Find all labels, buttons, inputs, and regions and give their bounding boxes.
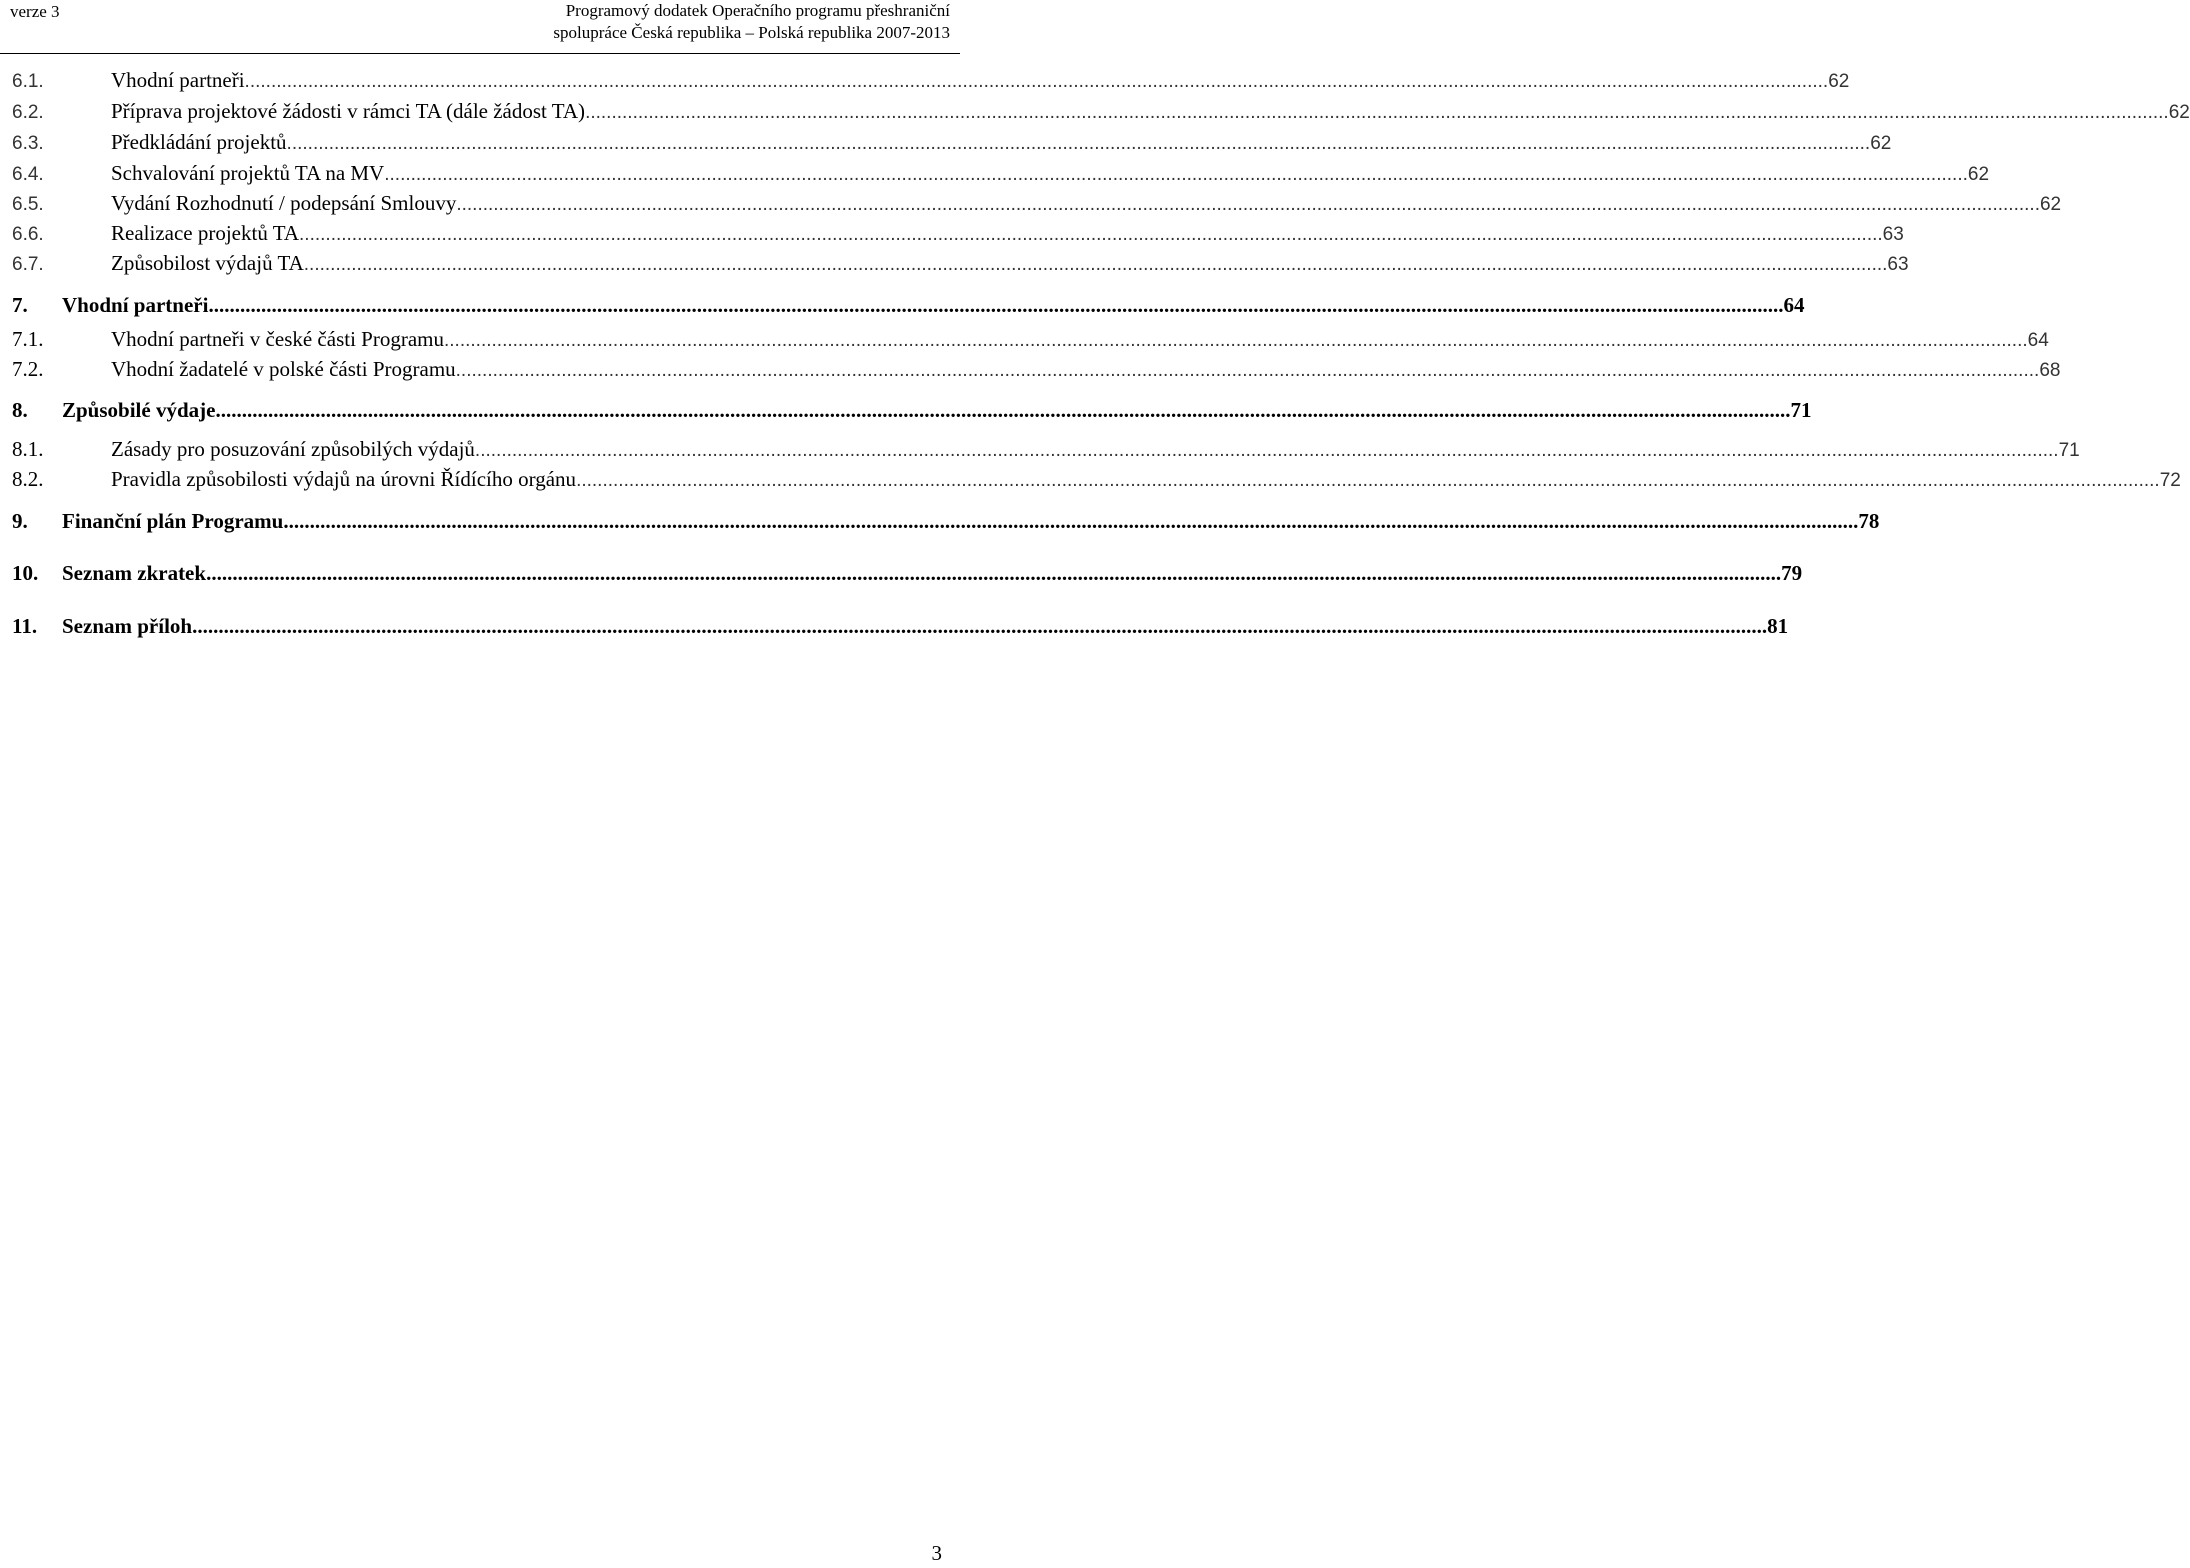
- toc-chapter-title: Vhodní partneři: [62, 293, 209, 317]
- page-header: [0, 0, 960, 54]
- toc-entry-number: 8.1.: [12, 437, 44, 461]
- toc-chapter-title: Způsobilé výdaje: [62, 398, 216, 422]
- toc-entry-title: Předkládání projektů: [111, 130, 287, 154]
- toc-entry-title: Příprava projektové žádosti v rámci TA (dále žádost TA): [111, 99, 586, 123]
- toc-entry-number: 6.5.: [12, 194, 44, 215]
- toc-entry-page: 71: [2058, 440, 2080, 461]
- toc-chapter-number: 7.: [12, 293, 28, 317]
- toc-entry-body: [111, 357, 2061, 382]
- toc-chapter[interactable]: [0, 556, 1803, 586]
- toc-entry-page: 63: [1882, 224, 1904, 245]
- toc-entry-number: 6.3.: [12, 133, 44, 154]
- toc-entry-number: 6.7.: [12, 254, 44, 275]
- toc-dot-leader: ............................................................................................................................................................................................................................................................................................................: [303, 254, 1888, 275]
- toc-dot-leader: ............................................................................................................................................................................................................................................................................................................: [576, 470, 2160, 491]
- toc-chapter[interactable]: [0, 288, 1805, 318]
- toc-entry-title: Vydání Rozhodnutí / podepsání Smlouvy: [111, 191, 457, 215]
- toc-entry-page: 62: [2039, 194, 2062, 215]
- toc-entry-body: [111, 251, 1909, 276]
- toc-entry[interactable]: [0, 352, 2061, 382]
- toc-chapter[interactable]: [0, 393, 1812, 423]
- toc-entry[interactable]: [0, 246, 1909, 276]
- toc-dot-leader: ............................................................................................................................................................................................................................................................................................................: [585, 102, 2169, 123]
- toc-entry-body: [111, 68, 1850, 93]
- toc-chapter[interactable]: [0, 504, 1880, 534]
- toc-chapter-page: 78: [1858, 509, 1880, 533]
- toc-entry-page: 62: [1967, 164, 1990, 185]
- toc-dot-leader: ............................................................................................................................................................................................................................................................................................................: [283, 509, 1859, 533]
- toc-dot-leader: ............................................................................................................................................................................................................................................................................................................: [244, 71, 1829, 92]
- toc-entry-page: 62: [1870, 133, 1892, 154]
- toc-entry-title: Vhodní žadatelé v polské části Programu: [111, 357, 456, 381]
- toc-entry-title: Schvalování projektů TA na MV: [111, 161, 385, 185]
- toc-entry-body: [111, 327, 2049, 352]
- document-title-line-1: Programový dodatek Operačního programu přeshraniční: [565, 1, 950, 20]
- toc-chapter-title: Seznam zkratek: [62, 561, 207, 585]
- toc-chapter-number: 11.: [12, 614, 38, 638]
- toc-entry[interactable]: [0, 186, 2062, 216]
- toc-chapter-page: 64: [1783, 293, 1805, 317]
- toc-entry-number: 7.1.: [12, 327, 44, 351]
- toc-chapter-number: 8.: [12, 398, 28, 422]
- toc-entry[interactable]: [0, 322, 2049, 352]
- toc-dot-leader: ............................................................................................................................................................................................................................................................................................................: [286, 133, 1871, 154]
- toc-entry[interactable]: [0, 156, 1990, 186]
- toc-entry-page: 68: [2039, 360, 2061, 381]
- toc-entry-page: 62: [1828, 71, 1850, 92]
- toc-dot-leader: ............................................................................................................................................................................................................................................................................................................: [192, 614, 1768, 638]
- toc-dot-leader: ............................................................................................................................................................................................................................................................................................................: [474, 440, 2059, 461]
- toc-entry-body: [111, 221, 1904, 246]
- toc-entry-body: [111, 437, 2080, 462]
- toc-dot-leader: ............................................................................................................................................................................................................................................................................................................: [444, 330, 2028, 351]
- toc-chapter-title: Finanční plán Programu: [62, 509, 284, 533]
- toc-entry-title: Vhodní partneři: [111, 68, 245, 92]
- toc-entry-title: Zásady pro posuzování způsobilých výdajů: [111, 437, 475, 461]
- toc-chapter-page: 81: [1767, 614, 1789, 638]
- toc-entry[interactable]: [0, 462, 2181, 492]
- toc-entry-number: 8.2.: [12, 467, 44, 491]
- toc-dot-leader: ............................................................................................................................................................................................................................................................................................................: [456, 194, 2040, 215]
- toc-entry-title: Realizace projektů TA: [111, 221, 300, 245]
- toc-dot-leader: ............................................................................................................................................................................................................................................................................................................: [206, 561, 1782, 585]
- toc-entry-number: 6.2.: [12, 102, 44, 123]
- toc-entry-title: Způsobilost výdajů TA: [111, 251, 304, 275]
- toc-chapter-body: [62, 398, 1812, 423]
- toc-entry-number: 6.4.: [12, 164, 44, 185]
- toc-dot-leader: ............................................................................................................................................................................................................................................................................................................: [299, 224, 1883, 245]
- page-number: 3: [931, 1541, 942, 1565]
- toc-entry[interactable]: [0, 94, 2190, 124]
- toc-entry-number: 6.1.: [12, 71, 44, 92]
- toc-entry-number: 7.2.: [12, 357, 44, 381]
- toc-chapter-body: [62, 293, 1805, 318]
- toc-entry[interactable]: [0, 216, 1904, 246]
- toc-chapter-number: 10.: [12, 561, 39, 585]
- toc-entry[interactable]: [0, 125, 1892, 155]
- document-title: [553, 0, 950, 44]
- toc-chapter-page: 79: [1781, 561, 1803, 585]
- toc-entry-page: 63: [1887, 254, 1909, 275]
- document-version: verze 3: [10, 2, 60, 21]
- toc-dot-leader: ............................................................................................................................................................................................................................................................................................................: [208, 293, 1784, 317]
- toc-entry-body: [111, 191, 2062, 216]
- toc-entry-body: [111, 130, 1892, 155]
- toc-chapter-page: 71: [1790, 398, 1812, 422]
- toc-chapter-body: [62, 561, 1803, 586]
- toc-dot-leader: ............................................................................................................................................................................................................................................................................................................: [384, 164, 1968, 185]
- document-title-line-2: spolupráce Česká republika – Polská republika 2007-2013: [553, 23, 950, 42]
- toc-dot-leader: ............................................................................................................................................................................................................................................................................................................: [455, 360, 2040, 381]
- toc-entry-body: [111, 99, 2190, 124]
- toc-entry-title: Pravidla způsobilosti výdajů na úrovni Řídícího orgánu: [111, 467, 577, 491]
- toc-chapter-body: [62, 614, 1789, 639]
- toc-entry[interactable]: [0, 63, 1850, 93]
- toc-dot-leader: ............................................................................................................................................................................................................................................................................................................: [215, 398, 1791, 422]
- toc-entry-number: 6.6.: [12, 224, 44, 245]
- toc-chapter-title: Seznam příloh: [62, 614, 193, 638]
- toc-chapter-body: [62, 509, 1880, 534]
- toc-entry-page: 64: [2027, 330, 2049, 351]
- toc-chapter[interactable]: [0, 609, 1789, 639]
- toc-entry-body: [111, 467, 2181, 492]
- toc-entry-page: 72: [2159, 470, 2181, 491]
- toc-entry-title: Vhodní partneři v české části Programu: [111, 327, 444, 351]
- toc-chapter-number: 9.: [12, 509, 28, 533]
- toc-entry-body: [111, 161, 1990, 186]
- toc-entry-page: 62: [2168, 102, 2190, 123]
- toc-entry[interactable]: [0, 432, 2080, 462]
